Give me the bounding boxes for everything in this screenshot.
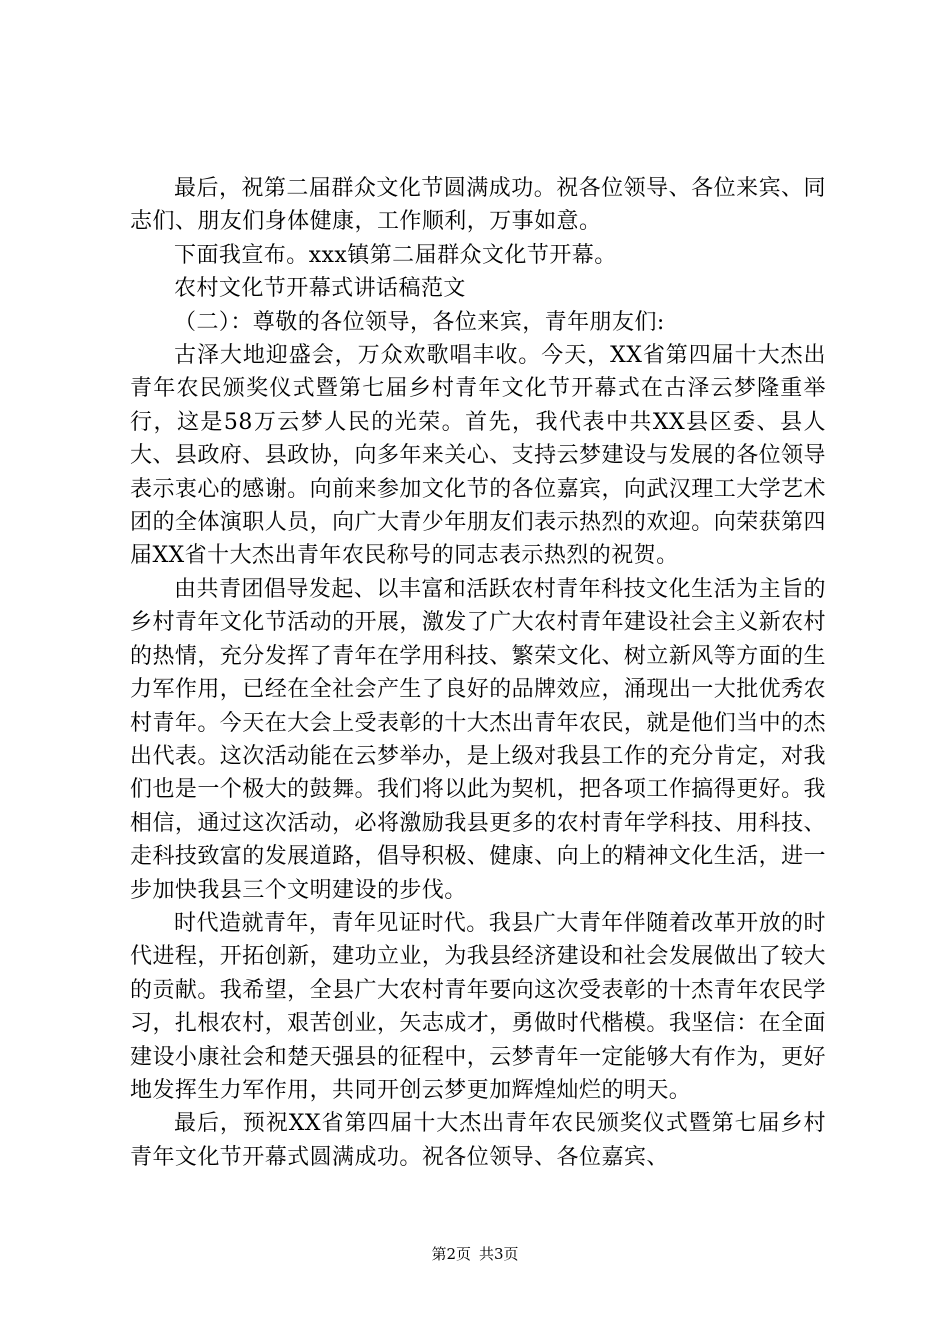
page-total: 共3页 [479,1245,519,1263]
paragraph-final-wishes: 最后，预祝XX省第四届十大杰出青年农民颁奖仪式暨第七届乡村青年文化节开幕式圆满成功。祝各位领导、各位嘉宾、 [130,1111,826,1170]
paragraph-opening: 古泽大地迎盛会，万众欢歌唱丰收。今天，XX省第四届十大杰出青年农民颁奖仪式暨第七届乡村青年文化节开幕式在古泽云梦隆重举行，这是58万云梦人民的光荣。首先，我代表中共XX县区委、县人大、县政府、县政协，向多年来关心、支持云梦建设与发展的各位领导表示衷心的感谢。向前来参加文化节的各位嘉宾，向武汉理工大学艺术团的全体演职人员，向广大青少年朋友们表示热烈的欢迎。向荣获第四届XX省十大杰出青年农民称号的同志表示热烈的祝贺。 [130,343,826,569]
paragraph-festival-impact: 由共青团倡导发起、以丰富和活跃农村青年科技文化生活为主旨的乡村青年文化节活动的开展，激发了广大农村青年建设社会主义新农村的热情，充分发挥了青年在学用科技、繁荣文化、树立新风等方面的生力军作用，已经在全社会产生了良好的品牌效应，涌现出一大批优秀农村青年。今天在大会上受表彰的十大杰出青年农民，就是他们当中的杰出代表。这次活动能在云梦举办，是上级对我县工作的充分肯定，对我们也是一个极大的鼓舞。我们将以此为契机，把各项工作搞得更好。我相信，通过这次活动，必将激励我县更多的农村青年学科技、用科技、走科技致富的发展道路，倡导积极、健康、向上的精神文化生活，进一步加快我县三个文明建设的步伐。 [130,576,826,903]
paragraph-announcement: 下面我宣布。xxx镇第二届群众文化节开幕。 [174,242,617,268]
document-body [130,172,826,1174]
paragraph-era-youth: 时代造就青年，青年见证时代。我县广大青年伴随着改革开放的时代进程，开拓创新，建功立业，为我县经济建设和社会发展做出了较大的贡献。我希望，全县广大农村青年要向这次受表彰的十杰青年农民学习，扎根农村，艰苦创业，矢志成才，勇做时代楷模。我坚信：在全面建设小康社会和楚天强县的征程中，云梦青年一定能够大有作为，更好地发挥生力军作用，共同开创云梦更加辉煌灿烂的明天。 [130,910,826,1103]
paragraph-closing-wishes: 最后，祝第二届群众文化节圆满成功。祝各位领导、各位来宾、同志们、朋友们身体健康，工作顺利，万事如意。 [130,176,826,235]
page-number: 第2页 [431,1245,471,1263]
paragraph-salutation: （二）：尊敬的各位领导，各位来宾，青年朋友们: [174,309,665,335]
page-footer [0,1244,950,1264]
section-title: 农村文化节开幕式讲话稿范文 [174,276,466,302]
